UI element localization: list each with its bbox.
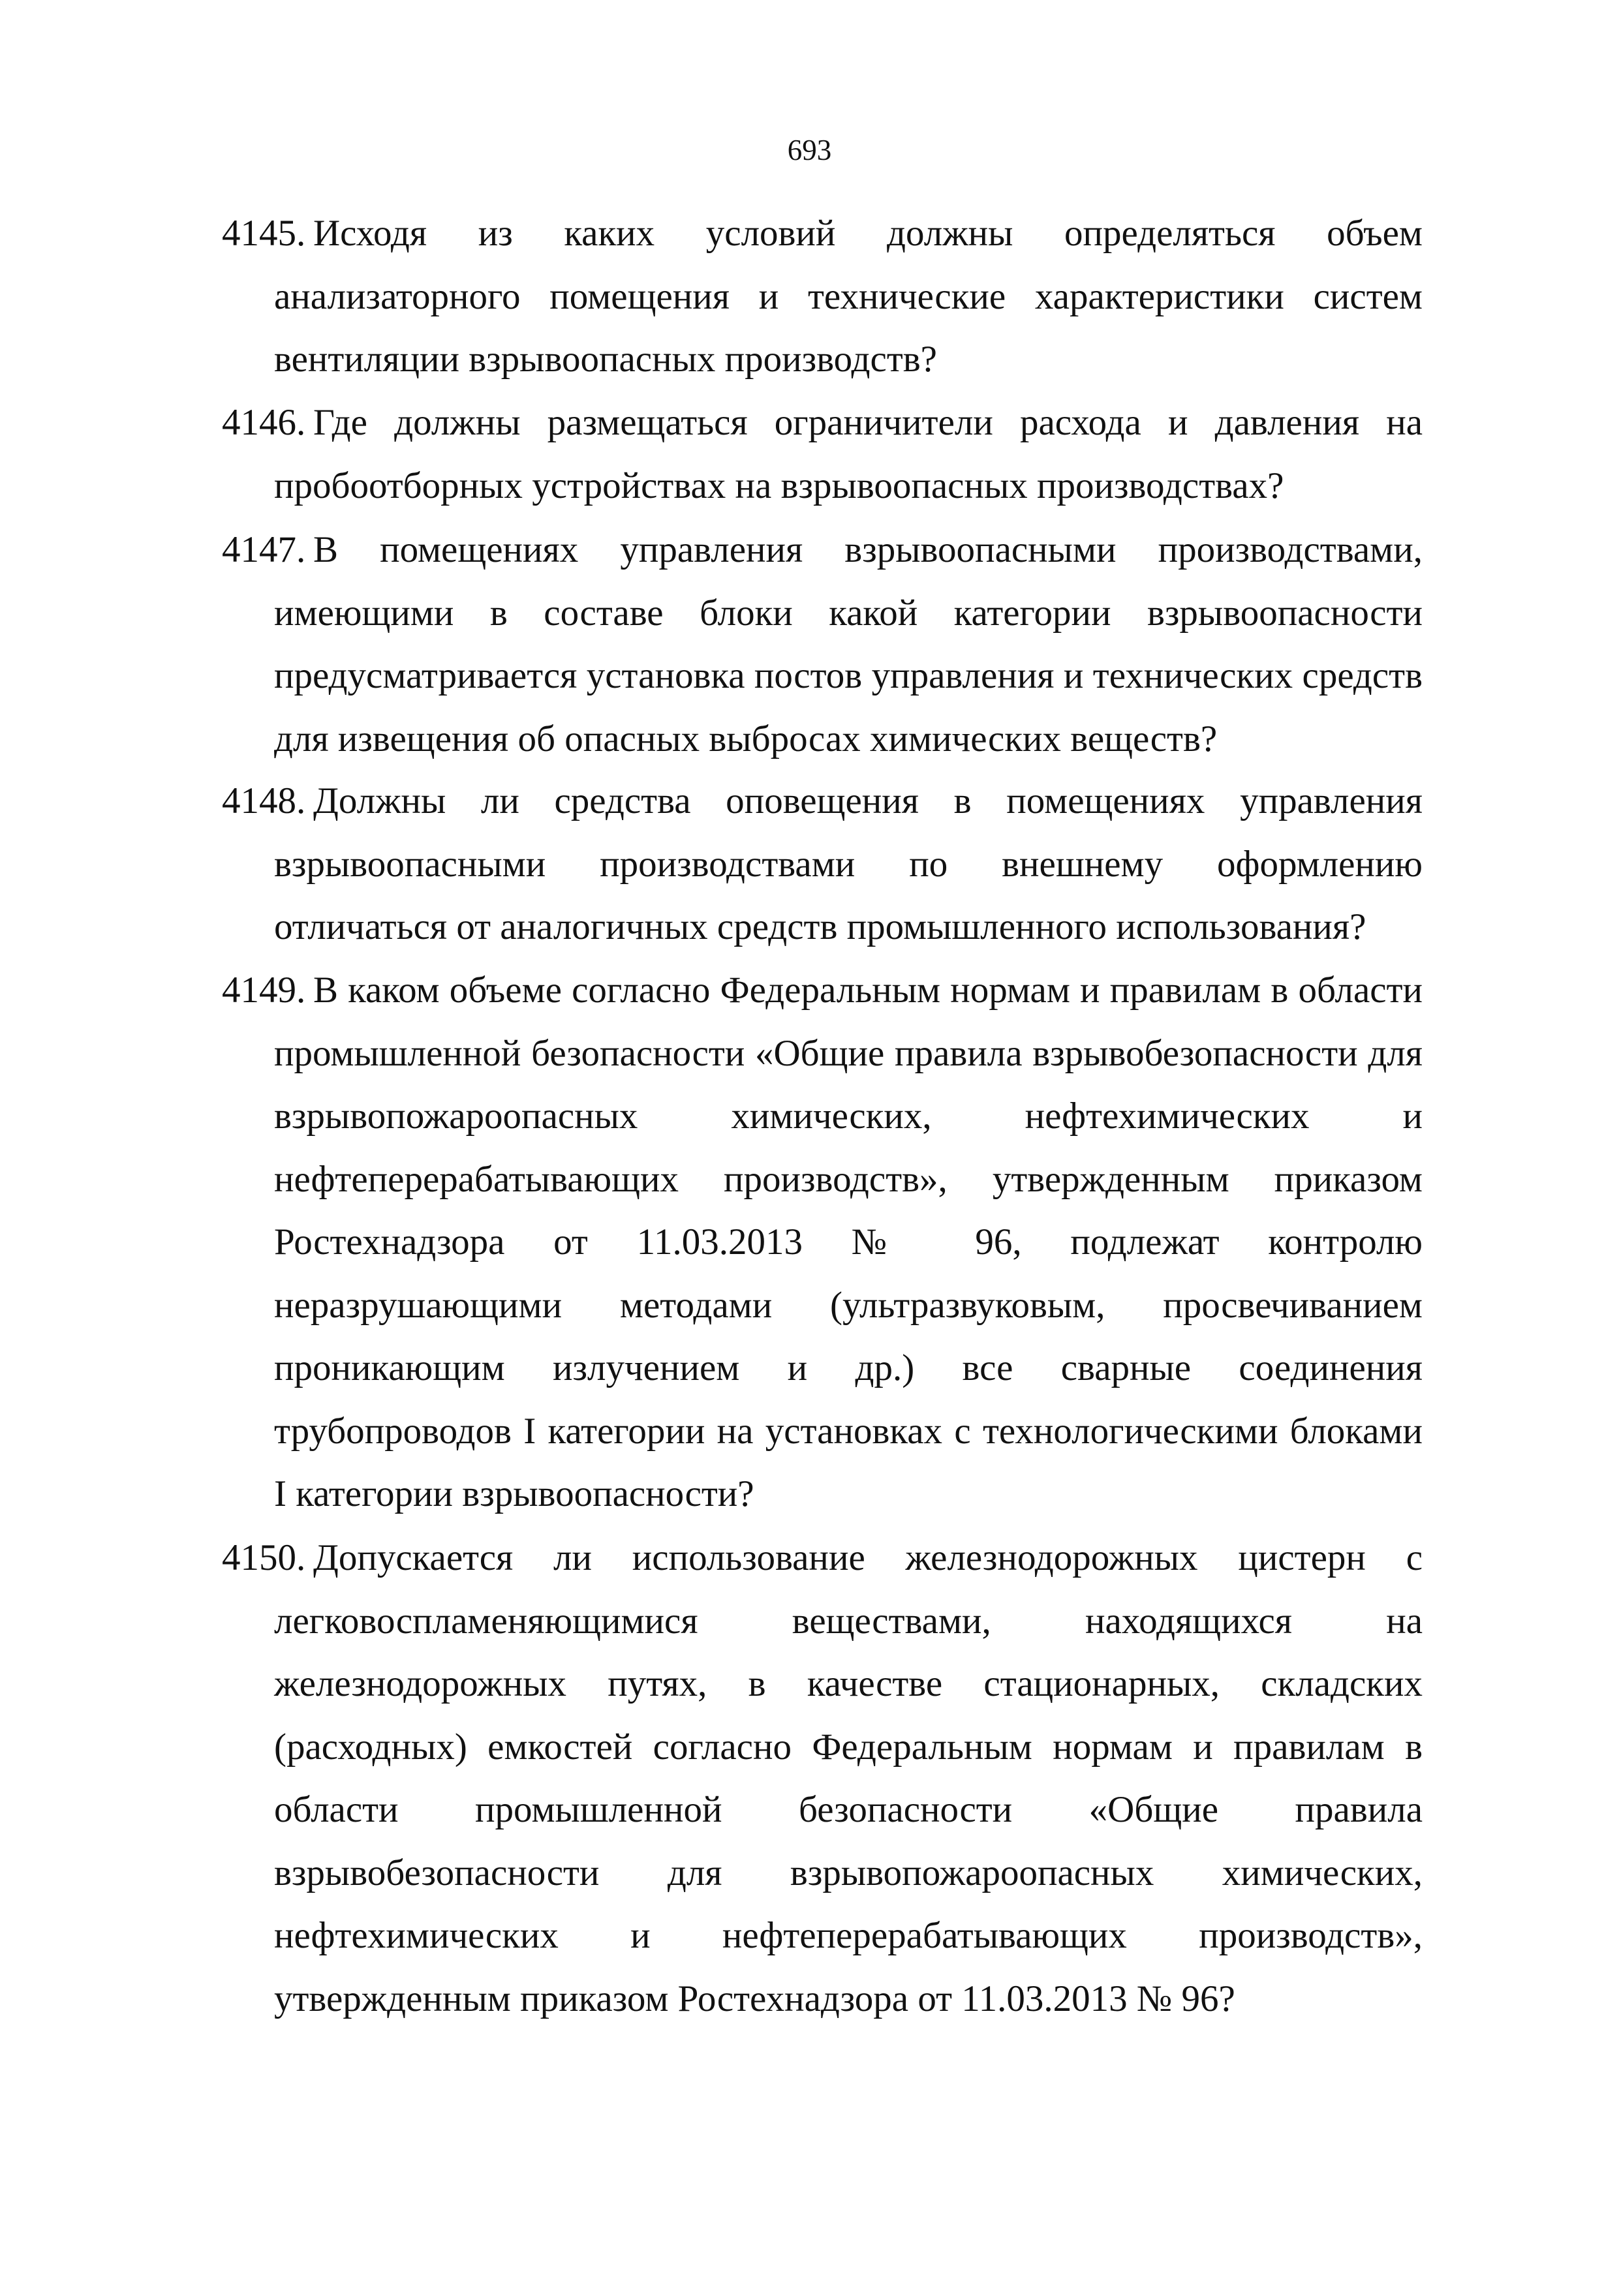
question-text: Должны ли средства оповещения в помещениях управления взрывоопасными производствами по внешнему оформлению отличаться от аналогичных средств промышленного использования? xyxy=(274,780,1423,947)
page-number: 693 xyxy=(787,134,832,166)
question-4148 xyxy=(222,770,1423,959)
question-text: Допускается ли использование железнодорожных цистерн с легковоспламеняющимися веществами, находящихся на железнодорожных путях, в качестве стационарных, складских (расходных) емкостей согласно Федеральным нормам и правилам в области промышленной безопасности «Общие правила взрывобезопасности для взрывопожароопасных химических, нефтехимических и нефтеперерабатывающих производств», утвержденным приказом Ростехнадзора от 11.03.2013 № 96? xyxy=(274,1537,1423,2019)
question-number: 4148. xyxy=(222,780,306,821)
question-number: 4145. xyxy=(222,213,306,254)
question-4149 xyxy=(222,959,1423,1526)
question-4146 xyxy=(222,391,1423,517)
question-4150 xyxy=(222,1527,1423,2030)
question-4145 xyxy=(222,202,1423,391)
question-number: 4147. xyxy=(222,529,306,570)
question-number: 4149. xyxy=(222,970,306,1011)
question-number: 4146. xyxy=(222,402,306,443)
question-text: В помещениях управления взрывоопасными производствами, имеющими в составе блоки какой категории взрывоопасности предусматривается установка постов управления и технических средств для извещения об опасных выбросах химических веществ? xyxy=(274,529,1423,759)
question-text: Где должны размещаться ограничители расхода и давления на пробоотборных устройствах на взрывоопасных производствах? xyxy=(274,402,1423,506)
question-text: В каком объеме согласно Федеральным нормам и правилам в области промышленной безопасности «Общие правила взрывобезопасности для взрывопожароопасных химических, нефтехимических и нефтеперерабатывающих производств», утвержденным приказом Ростехнадзора от 11.03.2013 № 96, подлежат контролю неразрушающими методами (ультразвуковым, просвечиванием проникающим излучением и др.) все сварные соединения трубопроводов I категории на установках с технологическими блоками I категории взрывоопасности? xyxy=(274,970,1423,1514)
question-number: 4150. xyxy=(222,1537,306,1578)
question-text: Исходя из каких условий должны определяться объем анализаторного помещения и технические характеристики систем вентиляции взрывоопасных производств? xyxy=(274,213,1423,380)
question-4147 xyxy=(222,519,1423,771)
